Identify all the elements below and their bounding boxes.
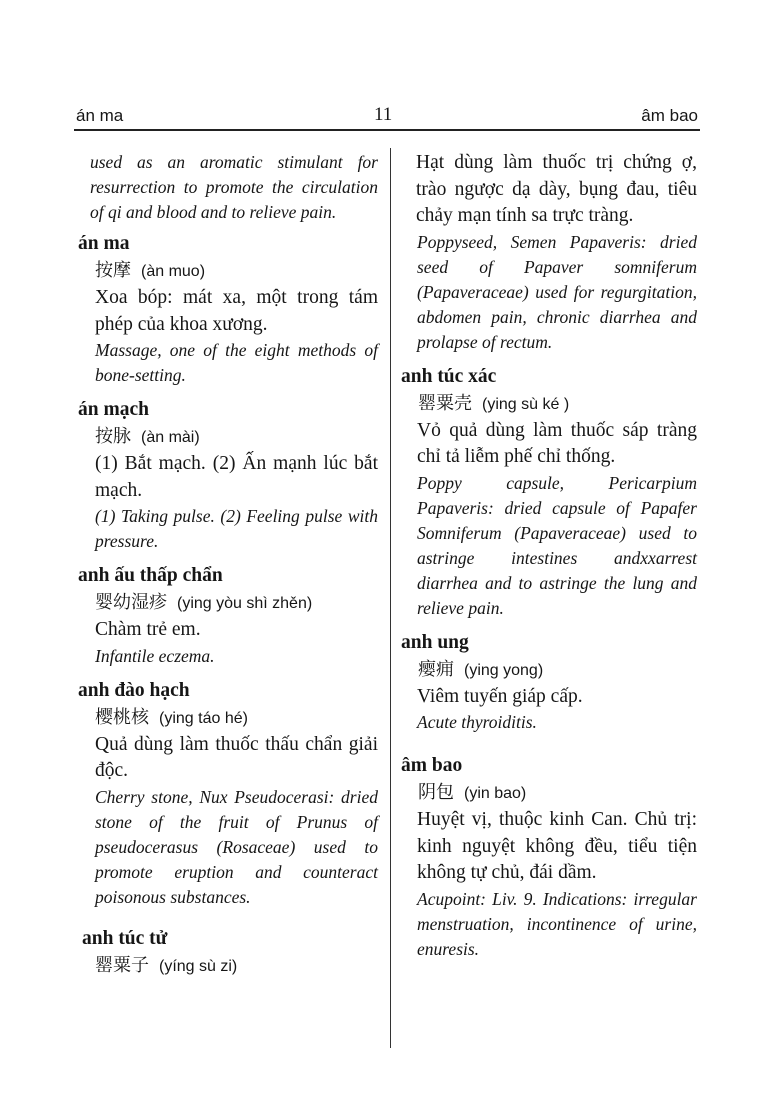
headword: anh ấu thấp chẩn [78, 565, 223, 586]
headword: án mạch [78, 399, 149, 420]
right-column [401, 150, 697, 971]
vietnamese-definition: Vỏ quả dùng làm thuốc sáp tràng chỉ tả liễm phế chỉ thống. [417, 419, 697, 467]
dictionary-entry [78, 397, 378, 554]
english-definition: used as an aromatic stimulant for resurrection to promote the circulation of qi and blood and to relieve pain. [90, 152, 378, 222]
running-head-last-entry: âm bao [641, 106, 698, 125]
headword: anh đào hạch [78, 679, 190, 701]
chinese-characters: 罂粟子 [95, 954, 149, 975]
vietnamese-definition: Hạt dùng làm thuốc trị chứng ợ, trào ngược dạ dày, bụng đau, tiêu chảy mạn tính sa trực tràng. [416, 152, 697, 226]
dictionary-entry [78, 678, 378, 910]
headword: anh ung [401, 631, 469, 653]
english-definition: Infantile eczema. [95, 645, 215, 666]
header-rule [74, 129, 700, 131]
chinese-term [78, 704, 378, 732]
dictionary-entry [78, 926, 378, 980]
chinese-characters: 婴幼湿疹 [95, 592, 167, 612]
chinese-characters: 按脉 [95, 426, 131, 446]
chinese-characters: 樱桃核 [95, 706, 149, 727]
headword: án ma [78, 233, 130, 254]
running-head-first-entry: án ma [76, 106, 124, 125]
english-definition: Cherry stone, Nux Pseudocerasi: dried stone of the fruit of Prunus of pseudocerasus (Rosaceae) used to promote eruption and counteract poisonous substances. [95, 786, 378, 907]
chinese-characters: 按摩 [95, 260, 131, 280]
left-column [78, 150, 378, 989]
chinese-term [401, 779, 697, 807]
pinyin: (ying yòu shì zhěn) [177, 595, 313, 612]
chinese-characters: 瘿痈 [418, 658, 454, 679]
page-number: 11 [374, 104, 393, 125]
english-definition: Acute thyroiditis. [417, 712, 537, 732]
dictionary-entry [401, 364, 697, 621]
chinese-term [78, 952, 378, 980]
pinyin: (àn mài) [141, 429, 200, 446]
chinese-term [78, 589, 378, 617]
pinyin: (ying sù ké ) [482, 395, 570, 413]
dictionary-entry [78, 231, 378, 388]
headword: anh túc xác [401, 365, 497, 387]
english-definition: Acupoint: Liv. 9. Indications: irregular menstruation, incontinence of urine, enuresis. [417, 888, 697, 959]
pinyin: (àn muo) [141, 263, 206, 280]
english-definition: Poppy capsule, Pericarpium Papaveris: dried capsule of Papafer Somniferum (Papaveraceae) used to astringe intestines andxxarrest diarrhea and to astringe the lung and relieve pain. [417, 472, 697, 618]
dictionary-entry [401, 630, 697, 736]
vietnamese-definition: (1) Bắt mạch. (2) Ấn mạnh lúc bắt mạch. [95, 453, 378, 501]
column-divider [390, 148, 391, 1048]
chinese-term [401, 656, 697, 684]
english-definition: Massage, one of the eight methods of bone-setting. [95, 340, 378, 385]
pinyin: (yíng sù zi) [159, 957, 238, 975]
headword: âm bao [401, 755, 463, 776]
pinyin: (ying táo hé) [159, 709, 248, 727]
continued-entry [78, 150, 378, 225]
chinese-term [78, 423, 378, 451]
dictionary-entry [78, 563, 378, 669]
continued-entry [401, 150, 697, 355]
vietnamese-definition: Viêm tuyến giáp cấp. [417, 685, 583, 707]
chinese-term [401, 390, 697, 418]
dictionary-entry [401, 753, 697, 962]
chinese-term [78, 257, 378, 285]
headword: anh túc tử [82, 927, 168, 949]
pinyin: (ying yong) [464, 661, 544, 679]
chinese-characters: 阴包 [418, 782, 454, 802]
vietnamese-definition: Chàm trẻ em. [95, 619, 201, 640]
vietnamese-definition: Xoa bóp: mát xa, một trong tám phép của khoa xương. [95, 287, 378, 335]
english-definition: (1) Taking pulse. (2) Feeling pulse with pressure. [95, 506, 378, 551]
vietnamese-definition: Huyệt vị, thuộc kinh Can. Chủ trị: kinh nguyệt không đều, tiểu tiện không tự chủ, đái dầm. [417, 809, 697, 883]
chinese-characters: 罂粟壳 [418, 392, 472, 413]
pinyin: (yin bao) [464, 785, 527, 802]
running-head [76, 104, 698, 128]
english-definition: Poppyseed, Semen Papaveris: dried seed of Papaver somniferum (Papaveraceae) used for regurgitation, abdomen pain, chronic diarrhea and prolapse of rectum. [417, 231, 697, 352]
vietnamese-definition: Quả dùng làm thuốc thấu chẩn giải độc. [95, 733, 378, 781]
